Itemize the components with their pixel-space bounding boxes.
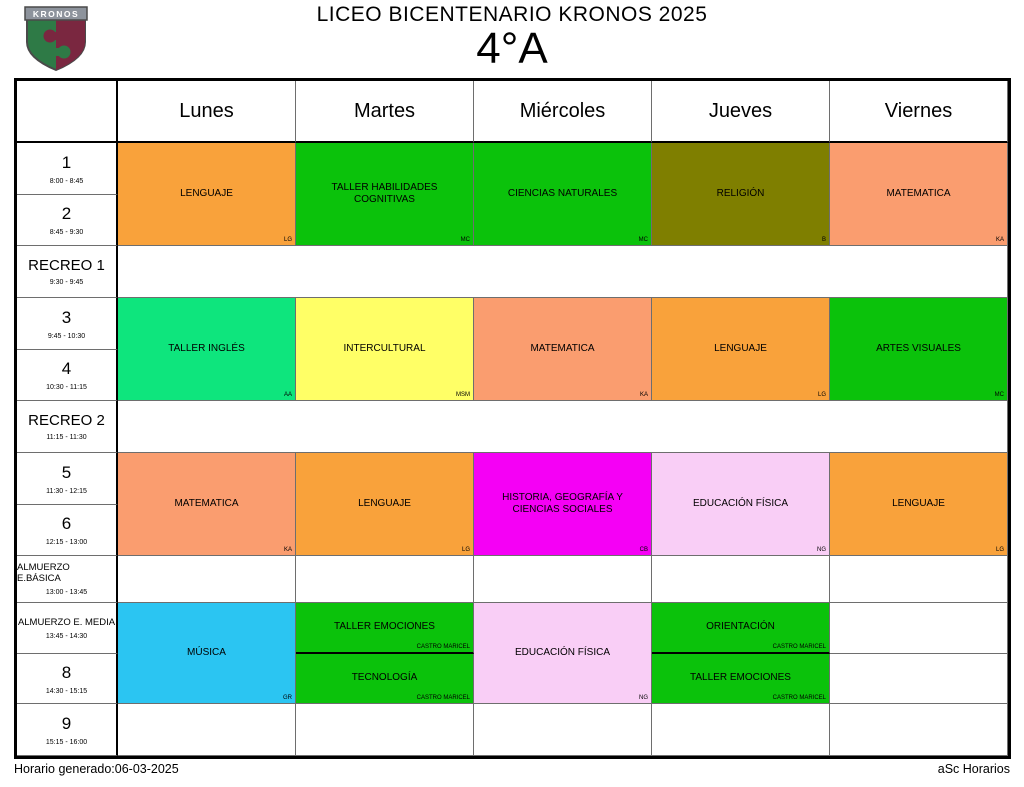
empty-cell — [474, 556, 652, 603]
subject-name: TALLER EMOCIONES — [334, 621, 435, 633]
recreo2-empty-row — [118, 401, 1008, 453]
schedule-cell-martes-taller-emociones — [296, 603, 474, 654]
period-label-recreo2 — [17, 401, 118, 453]
schedule-cell-miercoles-34 — [474, 298, 652, 401]
subject-name: MATEMATICA — [530, 342, 595, 354]
teacher-code: MC — [994, 392, 1004, 398]
schedule-cell-jueves-taller-emociones — [652, 654, 830, 704]
empty-cell — [118, 704, 296, 756]
empty-cell — [652, 556, 830, 603]
period-label-3 — [17, 298, 118, 350]
period-number: 9 — [61, 713, 72, 733]
schedule-cell-viernes-12 — [830, 143, 1008, 246]
empty-cell — [830, 704, 1008, 756]
teacher-code: NG — [817, 547, 826, 553]
period-number: RECREO 2 — [28, 412, 105, 429]
schedule-cell-miercoles-56 — [474, 453, 652, 556]
teacher-code: LG — [817, 392, 826, 398]
teacher-code: LG — [995, 547, 1004, 553]
period-number: 3 — [61, 307, 72, 327]
period-time: 12:15 - 13:00 — [45, 539, 88, 546]
schedule-cell-miercoles-ed-fisica — [474, 603, 652, 704]
teacher-code: KA — [639, 392, 648, 398]
teacher-code: KA — [283, 547, 292, 553]
subject-name: MATEMATICA — [886, 187, 951, 199]
period-number: 2 — [61, 204, 72, 223]
period-label-5 — [17, 453, 118, 505]
schedule-cell-jueves-34 — [652, 298, 830, 401]
empty-cell — [296, 704, 474, 756]
subject-name: HISTORIA, GEOGRAFÍA Y CIENCIAS SOCIALES — [502, 491, 623, 515]
empty-cell — [652, 704, 830, 756]
day-header-lunes: Lunes — [118, 81, 296, 143]
teacher-code: LG — [283, 237, 292, 243]
period-label-almuerzo-basica — [17, 556, 118, 603]
teacher-code: NG — [639, 695, 648, 701]
period-time: 13:00 - 13:45 — [45, 589, 88, 596]
subject-name: MÚSICA — [187, 646, 226, 658]
day-header-viernes: Viernes — [830, 81, 1008, 143]
period-label-4 — [17, 350, 118, 401]
period-label-1 — [17, 143, 118, 195]
period-time: 8:45 - 9:30 — [49, 229, 84, 236]
schedule-cell-lunes-musica — [118, 603, 296, 704]
schedule-cell-jueves-orientacion — [652, 603, 830, 654]
teacher-code: AA — [283, 392, 292, 398]
teacher-code: GR — [283, 695, 292, 701]
subject-name: CIENCIAS NATURALES — [507, 187, 618, 199]
schedule-cell-martes-tecnologia — [296, 654, 474, 704]
schedule-cell-lunes-12 — [118, 143, 296, 246]
schedule-cell-martes-34 — [296, 298, 474, 401]
subject-name: EDUCACIÓN FÍSICA — [692, 497, 788, 509]
period-number: 5 — [61, 462, 72, 482]
period-time: 11:15 - 11:30 — [46, 434, 87, 441]
teacher-code: CASTRO MARICEL — [772, 644, 826, 650]
period-number: 1 — [61, 152, 72, 172]
period-time: 15:15 - 16:00 — [45, 738, 88, 746]
period-number: ALMUERZO E.BÁSICA — [17, 562, 70, 584]
period-number: 6 — [61, 514, 72, 533]
empty-cell — [830, 654, 1008, 704]
period-number: 8 — [61, 662, 72, 682]
teacher-code: CB — [639, 547, 648, 553]
asc-horarios-label: aSc Horarios — [937, 762, 1010, 776]
timetable-grid — [14, 78, 1011, 759]
teacher-code: CASTRO MARICEL — [416, 644, 470, 650]
schedule-cell-martes-12 — [296, 143, 474, 246]
subject-name: LENGUAJE — [714, 342, 767, 354]
logo-banner-text: KRONOS — [32, 9, 80, 19]
schedule-cell-lunes-56 — [118, 453, 296, 556]
subject-name: TALLER EMOCIONES — [690, 672, 791, 684]
period-number: 4 — [61, 359, 72, 378]
period-label-8 — [17, 654, 118, 704]
schedule-cell-jueves-56 — [652, 453, 830, 556]
teacher-code: MC — [638, 237, 648, 243]
empty-cell — [474, 704, 652, 756]
period-time: 13:45 - 14:30 — [45, 632, 88, 640]
subject-name: ARTES VISUALES — [876, 342, 961, 354]
grid-corner-cell — [17, 81, 118, 143]
teacher-code: MSM — [456, 392, 470, 398]
empty-cell — [830, 603, 1008, 654]
subject-name: INTERCULTURAL — [343, 342, 426, 354]
empty-cell — [830, 556, 1008, 603]
period-label-6 — [17, 505, 118, 556]
subject-name: LENGUAJE — [892, 497, 945, 509]
class-title: 4°A — [476, 24, 548, 73]
teacher-code: LG — [461, 547, 470, 553]
period-time: 10:30 - 11:15 — [46, 384, 87, 391]
schedule-cell-viernes-34 — [830, 298, 1008, 401]
subject-name: MATEMATICA — [174, 497, 239, 509]
period-label-2 — [17, 195, 118, 246]
day-header-jueves: Jueves — [652, 81, 830, 143]
generated-date-label: Horario generado:06-03-2025 — [14, 762, 179, 776]
period-time: 9:45 - 10:30 — [47, 332, 86, 340]
teacher-code: CASTRO MARICEL — [416, 695, 470, 701]
teacher-code: KA — [995, 237, 1004, 243]
subject-name: TALLER HABILIDADES COGNITIVAS — [331, 181, 438, 205]
subject-name: TALLER INGLÉS — [168, 342, 245, 354]
day-header-martes: Martes — [296, 81, 474, 143]
teacher-code: MC — [460, 237, 470, 243]
schedule-cell-lunes-34 — [118, 298, 296, 401]
day-header-miercoles: Miércoles — [474, 81, 652, 143]
subject-name: ORIENTACIÓN — [706, 621, 775, 633]
subject-name: TECNOLOGÍA — [351, 672, 418, 684]
schedule-cell-jueves-12 — [652, 143, 830, 246]
period-number: ALMUERZO E. MEDIA — [17, 616, 116, 628]
period-time: 11:30 - 12:15 — [46, 487, 87, 495]
subject-name: RELIGIÓN — [716, 187, 765, 199]
subject-name: EDUCACIÓN FÍSICA — [514, 646, 610, 658]
period-label-recreo1 — [17, 246, 118, 298]
schedule-cell-miercoles-12 — [474, 143, 652, 246]
period-time: 8:00 - 8:45 — [49, 177, 84, 185]
schedule-cell-martes-56 — [296, 453, 474, 556]
period-time: 14:30 - 15:15 — [45, 687, 88, 695]
empty-cell — [118, 556, 296, 603]
school-title: LICEO BICENTENARIO KRONOS 2025 — [316, 3, 708, 26]
recreo1-empty-row — [118, 246, 1008, 298]
period-label-9 — [17, 704, 118, 756]
period-label-almuerzo-media — [17, 603, 118, 654]
subject-name: LENGUAJE — [180, 187, 233, 199]
empty-cell — [296, 556, 474, 603]
schedule-cell-viernes-56 — [830, 453, 1008, 556]
teacher-code: B — [821, 237, 826, 243]
period-time: 9:30 - 9:45 — [49, 279, 84, 286]
teacher-code: CASTRO MARICEL — [772, 695, 826, 701]
subject-name: LENGUAJE — [358, 497, 411, 509]
period-number: RECREO 1 — [28, 257, 105, 274]
